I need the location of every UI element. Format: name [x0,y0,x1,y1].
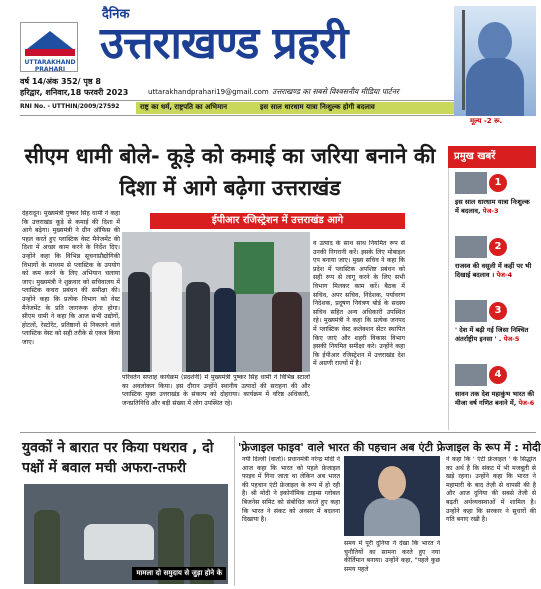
publication-logo [20,22,78,72]
sidebar-item[interactable] [449,300,537,362]
figure-head [478,22,512,62]
sidebar-header: प्रमुख खबरें [448,146,536,168]
sidebar [448,168,536,430]
lead-photo-caption: परिवर्तन सप्ताह कार्यक्रम (प्रदर्शनी) में मुख्यमंत्री पुष्कर सिंह धामी ने विभिन्न स्टालों का अवलोकन किया। इस दौरान उन्होंने स्थानीय उत्पादों की सराहना की और प्लास्टिक मुक्त उत्तराखंड के संकल्प को दोहराया। कार्यक्रम में वरिष्ठ अधिकारी, जनप्रतिनिधि और बड़ी संख्या में लोग उपस्थित रहे। [122,374,310,407]
story3-photo [344,456,440,536]
logo-text: UTTARAKHAND PRAHARI [24,59,76,73]
sidebar-number: 4 [489,366,507,384]
sidebar-text: इस साल धारधाम यात्रा निःशुल्क में बदलाव, पेज-3 [455,198,530,215]
logo-band [25,49,75,56]
tagline: उत्तराखण्ड का सबसे विश्वसनीय मीडिया पार्टनर [272,87,399,96]
strip-text-1: राष्ट्र का धर्म, राष्ट्रपति का अभिमान [140,103,227,111]
sidebar-number: 2 [489,238,507,256]
photo-banner [234,242,274,294]
story3-headline: 'फ्रेजाइल फाइव' वाले भारत की पहचान अब एंटी फ्रेजाइल के रूप में : मोदी [238,441,541,454]
story3-column-3: ने कहा कि ' एंटी फ्रेजाइल ' के सिद्धांत का अर्थ है कि संकट में भी मजबूती से खड़े रहना। उन्होंने कहा कि भारत ने महामारी के बाद तेज़ी से वापसी की है और आज दुनिया की सबसे तेजी से बढ़ती अर्थव्यवस्थाओं में शामिल है। उन्होंने कहा कि सरकार ने सुधारों की गति बनाए रखी है। [446,456,536,524]
sidebar-thumbnail [455,172,487,194]
column-divider [234,436,235,586]
sidebar-number: 1 [489,174,507,192]
masthead-title: उत्तराखण्ड प्रहरी [100,18,348,69]
strip-text-2: इस साल धारधाम यात्रा निःशुल्क होगी बदलाव [260,103,375,111]
sidebar-text: सावन तक देश महाकुंभ भारत की मीजा वर्ष गणित बनाने में, पेज-6 [455,390,535,407]
price: मूल्य -2 रू. [470,117,503,125]
person [128,272,150,372]
trident-icon [462,10,465,110]
lead-column-2: व उत्पाद के साथ साथ नियमित रूप से उनकी निगरानी करें। इसके लिए मोबाइल एप बनाया जाए। मुख्य सचिव ने कहा कि प्रदेश में प्लास्टिक अपशिष्ट प्रबंधन को सही रूप से लागू करने के लिए सभी विभाग मिलकर काम करें। बैठक में सचिव, अपर सचिव, निदेशक, पर्यावरण निदेशक, प्रदूषण नियंत्रण बोर्ड के सदस्य सचिव सहित अन्य अधिकारी उपस्थित रहे। मुख्यमंत्री ने कहा कि प्रत्येक जनपद में प्लास्टिक वेस्ट कलेक्शन सेंटर स्थापित किए जाएं और शहरी विकास विभाग इसकी नियमित समीक्षा करे। उन्होंने कहा कि ईपीआर रजिस्ट्रेशन में उत्तराखंड देश में अग्रणी राज्यों में है। [313,240,405,368]
photo-background [122,232,310,292]
sidebar-thumbnail [455,300,487,322]
lead-photo [122,232,310,372]
sidebar-thumbnail [455,364,487,386]
sidebar-item[interactable] [449,172,537,234]
story3-column-2: समय में पूरी दुनिया ने देखा कि भारत ने चुनौतियों का सामना करते हुए नया कीर्तिमान बनाया। उन्होंने कहा, "पहले कुछ समय पहले [344,540,440,573]
section-divider [20,432,536,433]
sidebar-item[interactable] [449,236,537,298]
story3-column-1: नयी दिल्ली (वार्ता)। प्रधानमंत्री नरेन्द्र मोदी ने आज कहा कि भारत को पहले फ्रेजाइल फाइव में गिना जाता था लेकिन अब भारत की पहचान एंटी फ्रेजाइल के रूप में हो रही है। श्री मोदी ने इकोनॉमिक टाइम्स ग्लोबल बिजनेस समिट को संबोधित करते हुए कहा कि भारत ने संकट को अवसर में बदलना दिखाया है। [242,456,340,524]
story2-photo [24,484,228,584]
story2-headline: युवकों ने बारात पर किया पथराव , दो पक्षों में बवाल मची अफरा-तफरी [22,440,214,476]
sidebar-text: ' देश में बढ़ी गई जिसा निश्चित अंतर्राष्ट्रीय इनसा ' . पेज-5 [455,326,529,343]
figure-body [466,58,524,116]
person [186,282,210,372]
email-address: uttarakhandprahari19@gmail.com [148,88,269,96]
figure-face [378,466,406,500]
lead-column-1: देहरादून। मुख्यमंत्री पुष्कर सिंह धामी ने कहा कि उत्तराखंड कूड़े से कमाई की दिशा में आगे बढ़ेगा। मुख्यमंत्री ने ग्रीन ऑफिस की पहल करते हुए प्लास्टिक वेस्ट मैनेजमेंट की दिशा में अच्छा काम करने के निर्देश दिए। उन्होंने कहा कि विभिन्न सूचनाप्रौद्योगिकी विभागों के माध्यम से प्लास्टिक के उपयोग को कम करने के लिए अभियान चलाया जाए। मुख्यमंत्री ने शुक्रवार को सचिवालय में प्लास्टिक कचरा प्रबंधन की समीक्षा की। उन्होंने कहा कि प्रत्येक विभाग को वेस्ट मैनेजमेंट के प्रति जागरूक होना होगा। सीएम धामी ने कहा कि आज सभी उद्योगों, होटलों, रेस्टोरेंट, प्रतिष्ठानों से निकलने वाले प्लास्टिक वेस्ट को सही तरीके से एकत्र किया जाए। [22,210,120,346]
police-officer [34,510,60,584]
issue-date: हरिद्वार, शनिवार,18 फरवरी 2023 [20,88,129,97]
sidebar-thumbnail [455,236,487,258]
person [272,292,302,372]
vehicle [84,524,154,560]
lead-subheadline: ईपीआर रजिस्ट्रेशन में उत्तराखंड आगे [150,213,405,229]
story2-photo-caption: मामला दो समुदाय से जुड़ा होने के [132,567,226,580]
rni-number: RNI No. - UTTHIN/2009/27592 [20,103,120,110]
sidebar-number: 3 [489,302,507,320]
masthead-dainik: दैनिक [102,7,130,22]
figure-body [364,498,420,536]
sidebar-text: राजस्व की वसूली में कहीं पर भी दिखाई बदलाव । पेज-4 [455,262,532,279]
issue-number: वर्ष 14/अंक 352/ पृष्ठ 8 [20,77,101,86]
person [152,262,182,372]
shiva-image [454,6,536,116]
mountain-icon [27,31,73,49]
lead-headline: सीएम धामी बोले- कूड़े को कमाई का जरिया बनाने की दिशा में आगे बढ़ेगा उत्तराखंड [24,144,436,200]
person [214,288,236,372]
sidebar-item[interactable] [449,364,537,428]
